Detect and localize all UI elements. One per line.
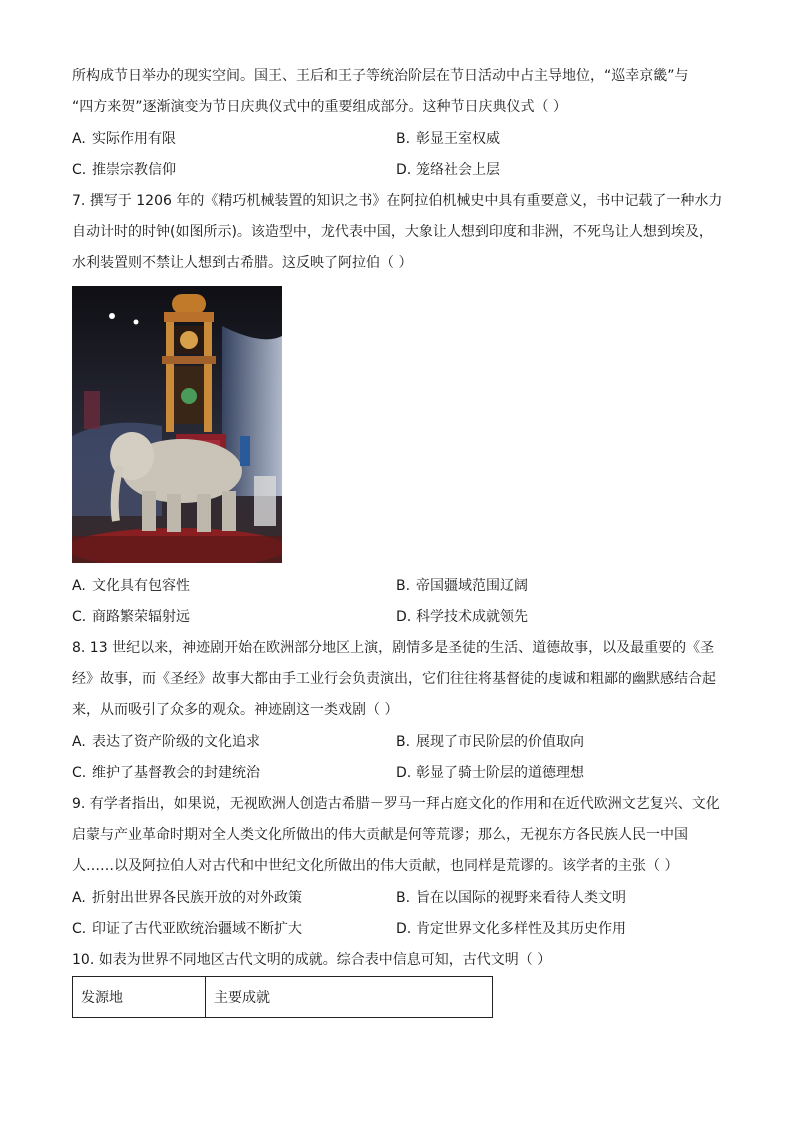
q6-option-d[interactable]: D. 笼络社会上层 bbox=[396, 162, 500, 178]
intro-line-2: “四方来贺”逐渐演变为节日庆典仪式中的重要组成部分。这种节日庆典仪式（ ） bbox=[72, 99, 567, 115]
q6-options-row-2 bbox=[72, 160, 722, 180]
intro-line-1: 所构成节日举办的现实空间。国王、王后和王子等统治阶层在节日活动中占主导地位，“巡幸京畿”与 bbox=[72, 68, 689, 84]
q8-stem-line-3: 来，从而吸引了众多的观众。神迹剧这一类戏剧（ ） bbox=[72, 702, 399, 718]
q8-options-row-1 bbox=[72, 732, 722, 752]
q7-options-row-2 bbox=[72, 607, 722, 627]
q9-options-row-2 bbox=[72, 919, 722, 939]
q8-options-row-2 bbox=[72, 763, 722, 783]
q7-stem-line-2: 自动计时的时钟(如图所示)。该造型中，龙代表中国，大象让人想到印度和非洲，不死鸟让人想到埃及， bbox=[72, 224, 713, 240]
q7-option-c[interactable]: C. 商路繁荣辐射远 bbox=[72, 609, 190, 625]
q7-options-row-1 bbox=[72, 576, 722, 596]
q9-stem-line-3: 人……以及阿拉伯人对古代和中世纪文化所做出的伟大贡献，也同样是荒谬的。该学者的主张（ ） bbox=[72, 858, 679, 874]
elephant-clock-photo bbox=[72, 286, 282, 563]
q8-option-c[interactable]: C. 维护了基督教会的封建统治 bbox=[72, 765, 260, 781]
q7-stem-line-3: 水利装置则不禁让人想到古希腊。这反映了阿拉伯（ ） bbox=[72, 255, 413, 271]
elephant-clock-illustration bbox=[72, 286, 282, 563]
q8-option-b[interactable]: B. 展现了市民阶层的价值取向 bbox=[396, 734, 584, 750]
q7-stem-line-1: 7. 撰写于 1206 年的《精巧机械装置的知识之书》在阿拉伯机械史中具有重要意义，书中记载了一种水力 bbox=[72, 193, 723, 209]
q9-option-d[interactable]: D. 肯定世界文化多样性及其历史作用 bbox=[396, 921, 626, 937]
q9-stem-line-1: 9. 有学者指出，如果说，无视欧洲人创造古希腊－罗马一拜占庭文化的作用和在近代欧洲文艺复兴、文化 bbox=[72, 796, 720, 812]
table-header-achievements: 主要成就 bbox=[206, 977, 493, 1018]
q7-option-d[interactable]: D. 科学技术成就领先 bbox=[396, 609, 528, 625]
table-header-origin: 发源地 bbox=[73, 977, 206, 1018]
q9-option-a[interactable]: A. 折射出世界各民族开放的对外政策 bbox=[72, 890, 302, 906]
q7-option-a[interactable]: A. 文化具有包容性 bbox=[72, 578, 190, 594]
q6-options-row-1 bbox=[72, 129, 722, 149]
table-header-row bbox=[73, 977, 493, 1018]
q8-stem-line-2: 经》故事，而《圣经》故事大都由手工业行会负责演出，它们往往将基督徒的虔诚和粗鄙的幽默感结合起 bbox=[72, 671, 716, 687]
q9-stem-line-2: 启蒙与产业革命时期对全人类文化所做出的伟大贡献是何等荒谬；那么，无视东方各民族人民一中国 bbox=[72, 827, 688, 843]
q9-options-row-1 bbox=[72, 888, 722, 908]
achievements-table bbox=[72, 976, 493, 1018]
q10-stem-line-1: 10. 如表为世界不同地区古代文明的成就。综合表中信息可知，古代文明（ ） bbox=[72, 952, 552, 968]
q8-stem-line-1: 8. 13 世纪以来，神迹剧开始在欧洲部分地区上演，剧情多是圣徒的生活、道德故事，以及最重要的《圣 bbox=[72, 640, 715, 656]
q8-option-d[interactable]: D. 彰显了骑士阶层的道德理想 bbox=[396, 765, 584, 781]
q6-option-a[interactable]: A. 实际作用有限 bbox=[72, 131, 176, 147]
q9-option-b[interactable]: B. 旨在以国际的视野来看待人类文明 bbox=[396, 890, 626, 906]
q9-option-c[interactable]: C. 印证了古代亚欧统治疆域不断扩大 bbox=[72, 921, 302, 937]
q8-option-a[interactable]: A. 表达了资产阶级的文化追求 bbox=[72, 734, 260, 750]
q6-option-b[interactable]: B. 彰显王室权威 bbox=[396, 131, 500, 147]
q7-option-b[interactable]: B. 帝国疆域范围辽阔 bbox=[396, 578, 528, 594]
q6-option-c[interactable]: C. 推崇宗教信仰 bbox=[72, 162, 176, 178]
